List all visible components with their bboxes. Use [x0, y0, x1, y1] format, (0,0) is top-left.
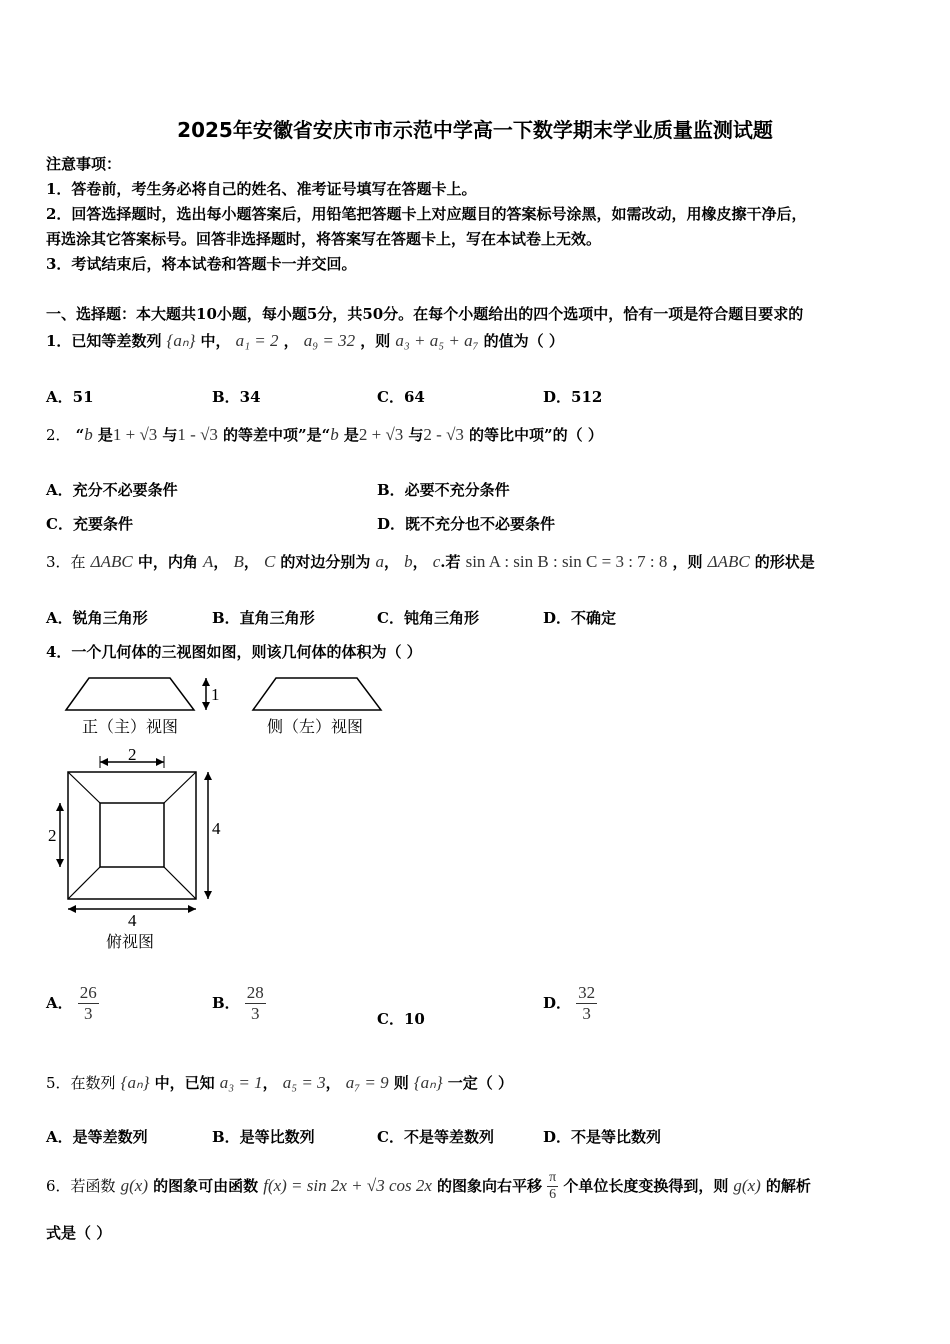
- option-d: D． $\frac{32}{3}$: [543, 983, 596, 1023]
- math-expression: a₃ = 1: [219, 1073, 263, 1092]
- side-view-shape: [253, 678, 381, 710]
- option-d: D．512: [543, 388, 603, 406]
- edge-line: [68, 867, 100, 899]
- arrow-head: [68, 905, 76, 913]
- option-c: C．10: [377, 1010, 425, 1028]
- math-expression: a₉ = 32: [303, 331, 356, 350]
- option-d: D．不是等比数列: [543, 1128, 662, 1146]
- option-a: A．充分不必要条件: [46, 481, 178, 499]
- notice-heading: 注意事项：: [46, 155, 122, 173]
- question-6-continued: 式是（ ）: [46, 1224, 112, 1242]
- math-expression: g(x): [120, 1176, 149, 1195]
- dimension-label: 2: [128, 745, 137, 764]
- arrow-head: [156, 758, 164, 766]
- top-view-label: 俯视图: [106, 932, 155, 951]
- option-b: B．是等比数列: [212, 1128, 315, 1146]
- option-a: A．51: [46, 388, 94, 406]
- side-view-label: 侧（左）视图: [267, 717, 364, 736]
- edge-line: [164, 772, 196, 803]
- math-expression: a₇ = 9: [345, 1073, 389, 1092]
- option-b: B．必要不充分条件: [377, 481, 510, 499]
- math-expression: 1 - √3: [177, 425, 218, 444]
- math-expression: f(x) = sin 2x + √3 cos 2x: [263, 1176, 432, 1195]
- fraction: $\frac{32}{3}$: [578, 983, 596, 1023]
- notice-item: 3．考试结束后，将本试卷和答题卡一并交回。: [46, 255, 357, 273]
- question-4: 4．一个几何体的三视图如图，则该几何体的体积为（ ）: [46, 643, 422, 661]
- option-a: A．锐角三角形: [46, 609, 148, 627]
- front-view-label: 正（主）视图: [82, 717, 179, 736]
- fraction: $\frac{\pi}{6}$: [549, 1170, 557, 1202]
- question-1: 1．已知等差数列 {aₙ} 中， a₁ = 2 ， a₉ = 32 ，则 a₃ + a₅ + a₇ 的值为（ ）: [46, 331, 564, 350]
- notice-item: 1．答卷前，考生务必将自己的姓名、准考证号填写在答题卡上。: [46, 180, 477, 198]
- math-expression: ΔABC: [90, 552, 133, 571]
- fraction: $\frac{26}{3}$: [79, 983, 97, 1023]
- math-expression: 2 + √3: [358, 425, 404, 444]
- fraction: $\frac{28}{3}$: [246, 983, 264, 1023]
- dimension-label: 4: [128, 911, 137, 930]
- arrow-head: [56, 859, 64, 867]
- arrow-head: [202, 678, 210, 686]
- option-b: B．直角三角形: [212, 609, 315, 627]
- page-title: 2025年安徽省安庆市市示范中学高一下数学期末学业质量监测试题: [177, 118, 773, 142]
- arrow-head: [202, 702, 210, 710]
- option-c: C．不是等差数列: [377, 1128, 494, 1146]
- question-5: 5．在数列 {aₙ} 中，已知 a₃ = 1， a₅ = 3， a₇ = 9 则 {aₙ} 一定（ ）: [46, 1073, 514, 1092]
- arrow-head: [188, 905, 196, 913]
- math-expression: 2 - √3: [423, 425, 464, 444]
- notice-item: 2．回答选择题时，选出每小题答案后，用铅笔把答题卡上对应题目的答案标号涂黑，如需改动，用橡皮擦干净后，: [46, 205, 807, 223]
- math-expression: a₃ + a₅ + a₇: [395, 331, 479, 350]
- option-c: C．64: [377, 388, 425, 406]
- math-expression: sin A : sin B : sin C = 3 : 7 : 8: [465, 552, 668, 571]
- question-3: 3．在 ΔABC 中，内角 A， B， C 的对边分别为 a， b， c.若 sin A : sin B : sin C = 3 : 7 : 8 ，则 ΔABC 的形状是: [46, 552, 815, 571]
- arrow-head: [204, 891, 212, 899]
- option-c: C．充要条件: [46, 515, 133, 533]
- math-expression: {aₙ}: [413, 1073, 443, 1092]
- option-b: B．34: [212, 388, 261, 406]
- three-view-figure: [46, 668, 406, 958]
- notice-item: 再选涂其它答案标号。回答非选择题时，将答案写在答题卡上，写在本试卷上无效。: [46, 230, 602, 248]
- math-expression: a₅ = 3: [282, 1073, 326, 1092]
- math-expression: b: [84, 425, 93, 444]
- option-b: B． $\frac{28}{3}$: [212, 983, 264, 1023]
- option-a: A．是等差数列: [46, 1128, 148, 1146]
- front-view-shape: [66, 678, 194, 710]
- math-expression: b: [330, 425, 339, 444]
- edge-line: [68, 772, 100, 803]
- dimension-label: 4: [212, 819, 221, 838]
- option-d: D．不确定: [543, 609, 617, 627]
- question-2: 2． “b 是1 + √3 与1 - √3 的等差中项”是“b 是2 + √3 与2 - √3 的等比中项”的（ ）: [46, 425, 603, 444]
- math-expression: {aₙ}: [120, 1073, 150, 1092]
- arrow-head: [100, 758, 108, 766]
- option-d: D．既不充分也不必要条件: [377, 515, 556, 533]
- edge-line: [164, 867, 196, 899]
- dimension-label: 1: [211, 685, 220, 704]
- math-expression: a₁ = 2: [235, 331, 279, 350]
- arrow-head: [56, 803, 64, 811]
- arrow-head: [204, 772, 212, 780]
- option-c: C．钝角三角形: [377, 609, 479, 627]
- dimension-label: 2: [48, 826, 57, 845]
- option-a: A． $\frac{26}{3}$: [46, 983, 97, 1023]
- math-expression: 1 + √3: [112, 425, 158, 444]
- question-6: 6．若函数 g(x) 的图象可由函数 f(x) = sin 2x + √3 cos 2x 的图象向右平移 $\frac{\pi}{6}$ 个单位长度变换得到，则 g(x) 的解析: [46, 1170, 811, 1202]
- section-heading: 一、选择题：本大题共10小题，每小题5分，共50分。在每个小题给出的四个选项中，恰有一项是符合题目要求的: [46, 305, 804, 323]
- math-expression: g(x): [733, 1176, 761, 1195]
- math-expression: ΔABC: [707, 552, 750, 571]
- top-view-inner: [100, 803, 164, 867]
- math-expression: {aₙ}: [166, 331, 196, 350]
